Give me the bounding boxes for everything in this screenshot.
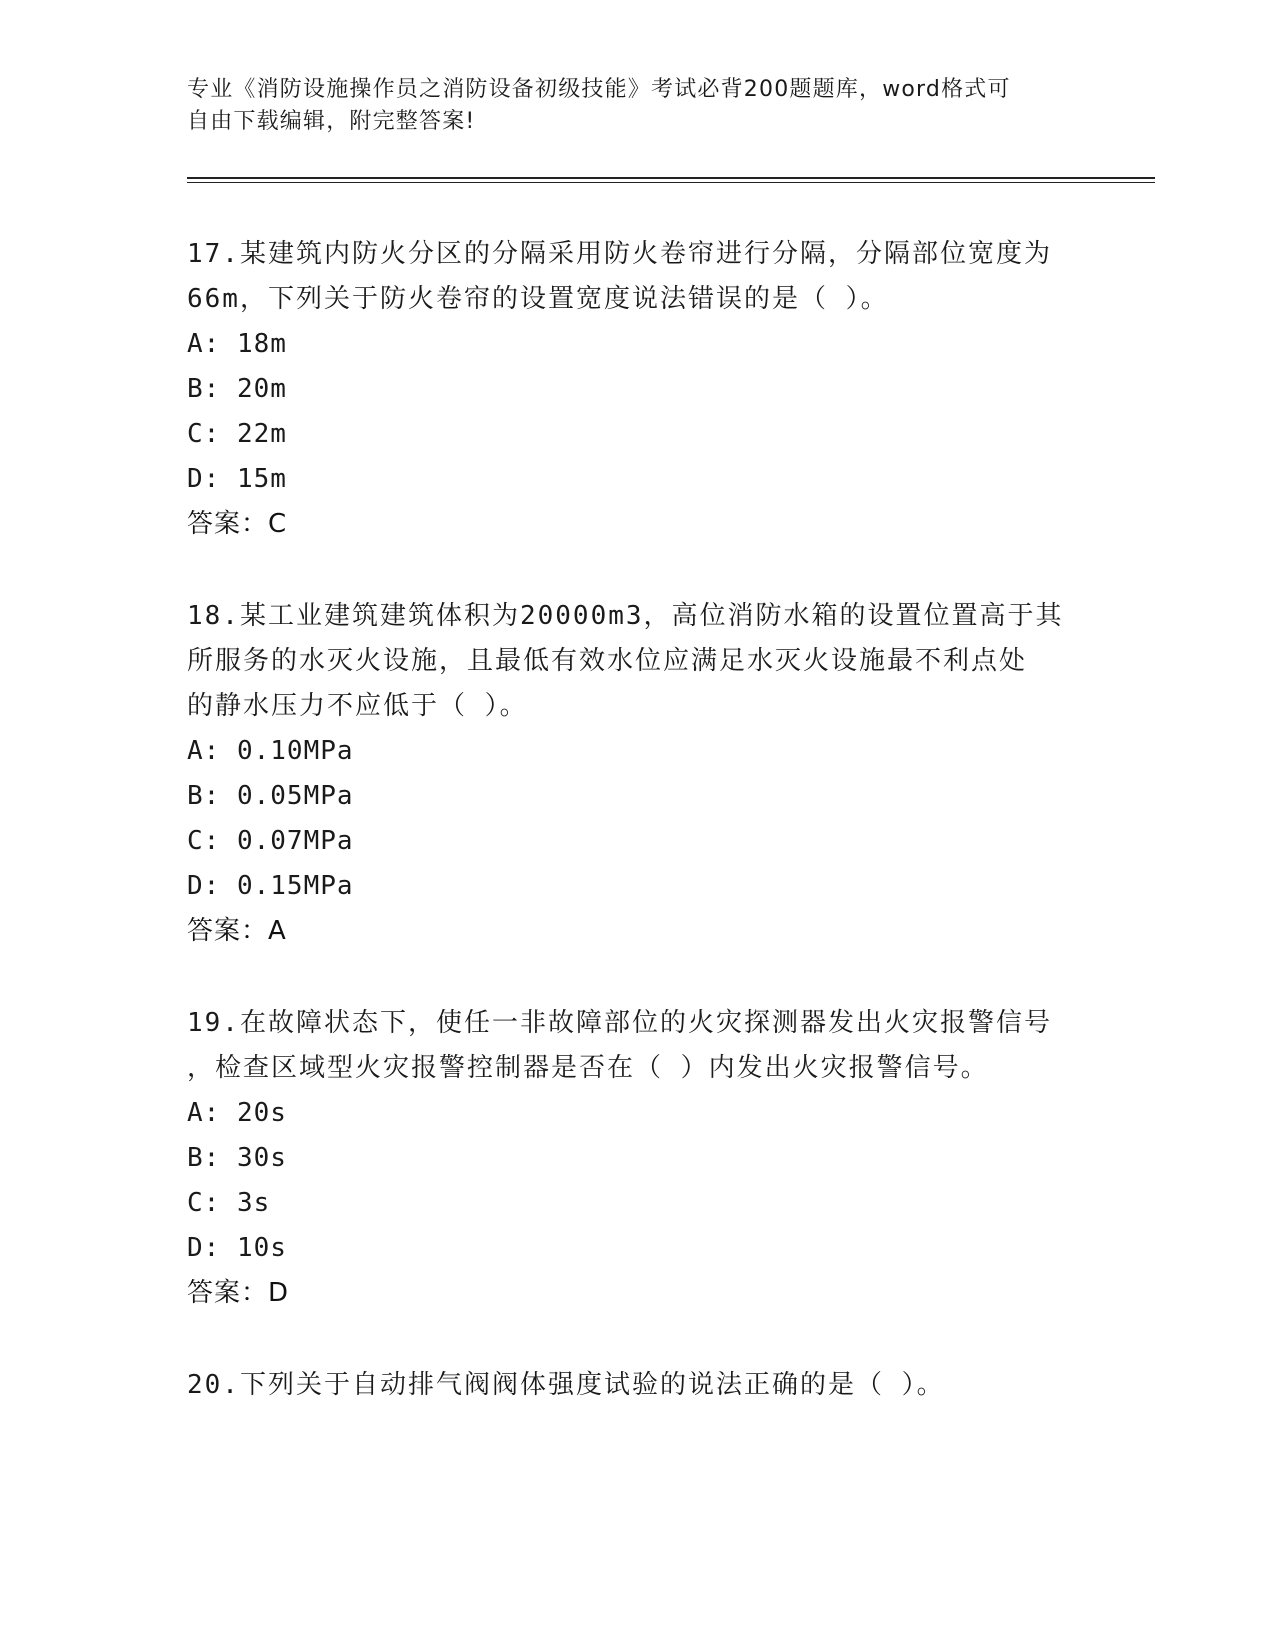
question-stem xyxy=(187,1001,1087,1091)
answer-label: 答案：C xyxy=(187,509,288,539)
question-stem xyxy=(187,232,1087,322)
option-a: A: 18m xyxy=(187,329,287,359)
option-a: A: 20s xyxy=(187,1098,287,1128)
option-c: C: 3s xyxy=(187,1188,271,1218)
option-d: D: 10s xyxy=(187,1233,287,1263)
stem-line: 的静水压力不应低于（ ）。 xyxy=(187,691,528,721)
stem-line: 66m，下列关于防火卷帘的设置宽度说法错误的是（ ）。 xyxy=(187,284,889,314)
option-c: C: 0.07MPa xyxy=(187,826,354,856)
answer-label: 答案：A xyxy=(187,916,287,946)
question-17 xyxy=(187,232,1087,547)
option-b: B: 20m xyxy=(187,374,287,404)
answer-label: 答案：D xyxy=(187,1278,290,1308)
stem-line: 17.某建筑内防火分区的分隔采用防火卷帘进行分隔，分隔部位宽度为 xyxy=(187,239,1052,269)
header-divider xyxy=(187,177,1155,183)
stem-line: 所服务的水灭火设施，且最低有效水位应满足水灭火设施最不利点处 xyxy=(187,646,1028,676)
stem-line: 18.某工业建筑建筑体积为20000m3，高位消防水箱的设置位置高于其 xyxy=(187,601,1064,631)
question-19 xyxy=(187,1001,1087,1316)
option-d: D: 0.15MPa xyxy=(187,871,354,901)
option-d: D: 15m xyxy=(187,464,287,494)
option-b: B: 30s xyxy=(187,1143,287,1173)
stem-line: 20.下列关于自动排气阀阀体强度试验的说法正确的是（ ）。 xyxy=(187,1370,945,1400)
header-line: 自由下载编辑，附完整答案! xyxy=(187,109,476,134)
question-stem xyxy=(187,594,1087,729)
stem-line: 19.在故障状态下，使任一非故障部位的火灾探测器发出火灾报警信号 xyxy=(187,1008,1052,1038)
question-list xyxy=(187,232,1087,1455)
option-a: A: 0.10MPa xyxy=(187,736,354,766)
stem-line: ，检查区域型火灾报警控制器是否在（ ）内发出火灾报警信号。 xyxy=(187,1053,989,1083)
question-20 xyxy=(187,1363,1087,1408)
question-18 xyxy=(187,594,1087,954)
document-header xyxy=(187,74,1067,138)
question-stem xyxy=(187,1363,1087,1408)
header-line: 专业《消防设施操作员之消防设备初级技能》考试必背200题题库，word格式可 xyxy=(187,77,1011,102)
option-c: C: 22m xyxy=(187,419,287,449)
option-b: B: 0.05MPa xyxy=(187,781,354,811)
